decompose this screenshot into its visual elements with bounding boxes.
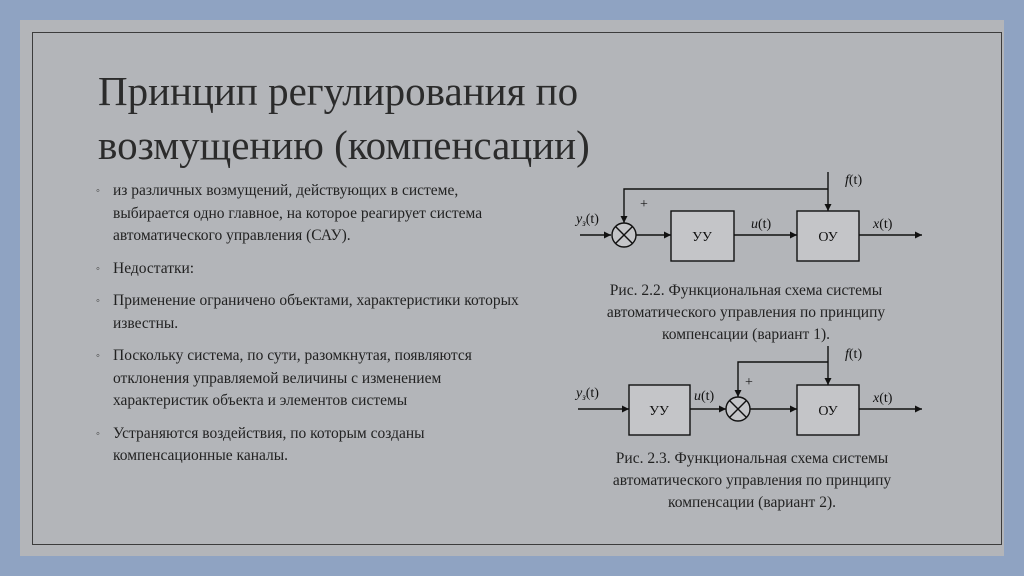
d2-input-label: $y_з(t)$	[576, 386, 599, 402]
bullet-marker-icon: ◦	[96, 295, 100, 307]
d2-uu-label: УУ	[649, 404, 669, 419]
d2-u-label: u(t)	[694, 389, 715, 404]
d1-f-label: f(t)	[845, 173, 863, 188]
d1-x-label: x(t)	[873, 217, 893, 232]
diagram-2-caption: Рис. 2.3. Функциональная схема системы автоматического управления по принципу компенсации (вариант 2).	[612, 450, 892, 511]
diagram-1-caption: Рис. 2.2. Функциональная схема системы автоматического управления по принципу компенсации (вариант 1).	[606, 282, 886, 343]
d1-ou-label: ОУ	[818, 230, 838, 245]
d1-plus-label: +	[640, 197, 648, 212]
bullet-marker-icon: ◦	[96, 185, 100, 197]
d1-input-label: $y_з(t)$	[576, 212, 599, 228]
page-title: Принцип регулирования по возмущению (компенсации)	[98, 68, 590, 168]
d1-u-label: u(t)	[751, 217, 772, 232]
d2-x-label: x(t)	[873, 391, 893, 406]
bullet-marker-icon: ◦	[96, 427, 100, 440]
bullet-text: Устраняются воздействия, по которым созданы компенсационные каналы.	[113, 424, 425, 464]
d2-f-label: f(t)	[845, 347, 863, 362]
d1-uu-label: УУ	[692, 230, 712, 245]
diagram-2	[578, 346, 922, 435]
bullet-text: Применение ограничено объектами, характеристики которых известны.	[113, 292, 519, 332]
bullet-text: Поскольку система, по сути, разомкнутая, появляются отклонения управляемой величины с изменением характеристик объекта и элементов системы	[113, 347, 472, 409]
bullet-text: из различных возмущений, действующих в системе, выбирается одно главное, на которое реагирует система автоматического управления (САУ).	[113, 182, 483, 244]
d2-plus-label: +	[745, 375, 753, 390]
bullet-marker-icon: ◦	[96, 262, 100, 275]
bullet-text: Недостатки:	[113, 259, 195, 277]
bullet-marker-icon: ◦	[96, 350, 100, 362]
d2-ou-label: ОУ	[818, 404, 838, 419]
